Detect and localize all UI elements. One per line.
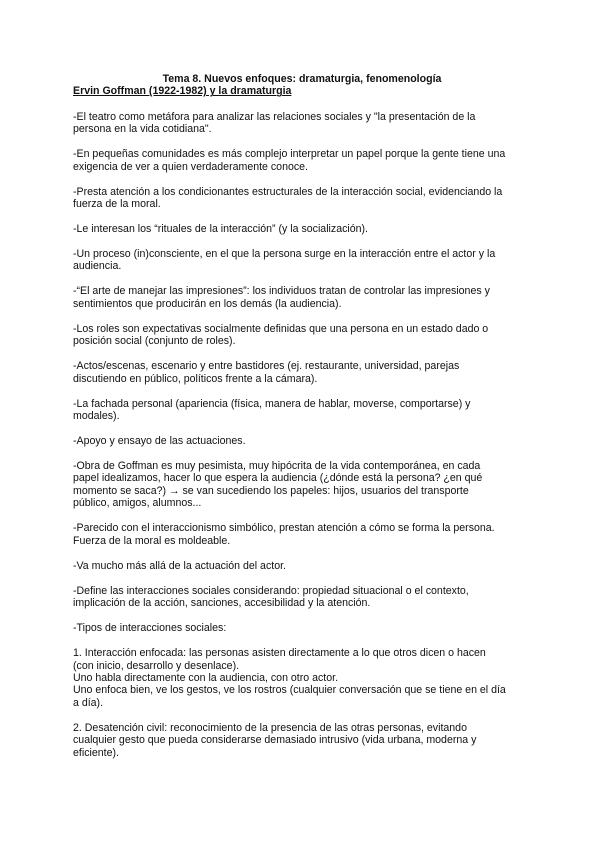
- paragraph-line: -Actos/escenas, escenario y entre bastidores (ej. restaurante, universidad, parejas: [73, 360, 460, 373]
- paragraph: [73, 248, 531, 273]
- paragraph-line: Uno enfoca bien, ve los gestos, ve los rostros (cualquier conversación que se tiene en el día: [73, 684, 506, 697]
- paragraph-line: modales).: [73, 410, 120, 423]
- paragraph: [73, 323, 531, 348]
- section-heading: Ervin Goffman (1922-1982) y la dramaturgia: [73, 85, 292, 98]
- paragraph: [73, 522, 531, 547]
- paragraph-line: -Tipos de interacciones sociales:: [73, 622, 227, 635]
- paragraph: [73, 622, 531, 634]
- paragraph: [73, 435, 531, 447]
- paragraph: [73, 460, 531, 510]
- paragraph-line: Uno habla directamente con la audiencia, con otro actor.: [73, 671, 339, 684]
- paragraph-line: -Define las interacciones sociales considerando: propiedad situacional o el contexto,: [73, 584, 469, 597]
- paragraph-line: -Apoyo y ensayo de las actuaciones.: [73, 435, 246, 448]
- paragraph-line: -El teatro como metáfora para analizar las relaciones sociales y "la presentación de la: [73, 110, 476, 123]
- paragraph: [73, 285, 531, 310]
- paragraph-line: -Obra de Goffman es muy pesimista, muy hipócrita de la vida contemporánea, en cada: [73, 460, 481, 473]
- paragraph-line: -“El arte de manejar las impresiones”: los individuos tratan de controlar las impresiones y: [73, 285, 490, 298]
- paragraph-line: eficiente).: [73, 746, 119, 759]
- paragraph-line: discutiendo en público, políticos frente a la cámara).: [73, 372, 318, 385]
- paragraph-line: -Un proceso (in)consciente, en el que la persona surge en la interacción entre el actor y la: [73, 248, 496, 261]
- paragraph-line: implicación de la acción, sanciones, accesibilidad y la atención.: [73, 597, 371, 610]
- paragraph: [73, 148, 531, 173]
- paragraph: [73, 360, 531, 385]
- paragraph: [73, 398, 531, 423]
- paragraph-line: -Parecido con el interaccionismo simbólico, prestan atención a cómo se forma la persona.: [73, 522, 495, 535]
- paragraph-line: -Presta atención a los condicionantes estructurales de la interacción social, evidenciando la: [73, 185, 503, 198]
- list-item: [73, 722, 531, 759]
- paragraph: [73, 560, 531, 572]
- document-page: [73, 73, 531, 772]
- paragraph-line: -Los roles son expectativas socialmente definidas que una persona en un estado dado o: [73, 322, 489, 335]
- paragraph: [73, 111, 531, 136]
- paragraph-line: -Le interesan los “rituales de la interacción” (y la socialización).: [73, 223, 368, 236]
- paragraph-line: persona en la vida cotidiana".: [73, 123, 212, 136]
- paragraph-line: cualquier gesto que pueda considerarse demasiado intrusivo (vida urbana, moderna y: [73, 734, 477, 747]
- paragraph-line: sentimientos que producirán en los demás (la audiencia).: [73, 297, 342, 310]
- paragraph-line: 2. Desatención civil: reconocimiento de la presencia de las otras personas, evitando: [73, 721, 467, 734]
- paragraph-line: (con inicio, desarrollo y desenlace).: [73, 659, 240, 672]
- document-title: Tema 8. Nuevos enfoques: dramaturgia, fenomenología: [162, 73, 442, 85]
- paragraph-line: Fuerza de la moral es moldeable.: [73, 534, 231, 547]
- paragraph-line: público, amigos, alumnos...: [73, 497, 202, 510]
- paragraph-line: a día).: [73, 696, 104, 709]
- paragraph: [73, 223, 531, 235]
- list-item: [73, 647, 531, 709]
- paragraph-line: audiencia.: [73, 260, 122, 273]
- paragraph-line: exigencia de ver a quien verdaderamente conoce.: [73, 160, 308, 173]
- paragraph-line: -En pequeñas comunidades es más complejo interpretar un papel porque la gente tiene una: [73, 148, 506, 161]
- paragraph-line: -La fachada personal (apariencia (física, manera de hablar, moverse, comportarse) y: [73, 397, 471, 410]
- paragraph-line: -Va mucho más allá de la actuación del actor.: [73, 559, 286, 572]
- paragraph-line: fuerza de la moral.: [73, 198, 161, 211]
- paragraph-line: 1. Interacción enfocada: las personas asisten directamente a lo que otros dicen o hacen: [73, 647, 486, 660]
- paragraph-line: papel idealizamos, hacer lo que espera la audiencia (¿dónde está la persona? ¿en qué: [73, 472, 483, 485]
- paragraph-line: posición social (conjunto de roles).: [73, 335, 236, 348]
- paragraph: [73, 585, 531, 610]
- paragraph-line: momento se saca?) → se van sucediendo los papeles: hijos, usuarios del transporte: [73, 484, 469, 497]
- paragraph: [73, 186, 531, 211]
